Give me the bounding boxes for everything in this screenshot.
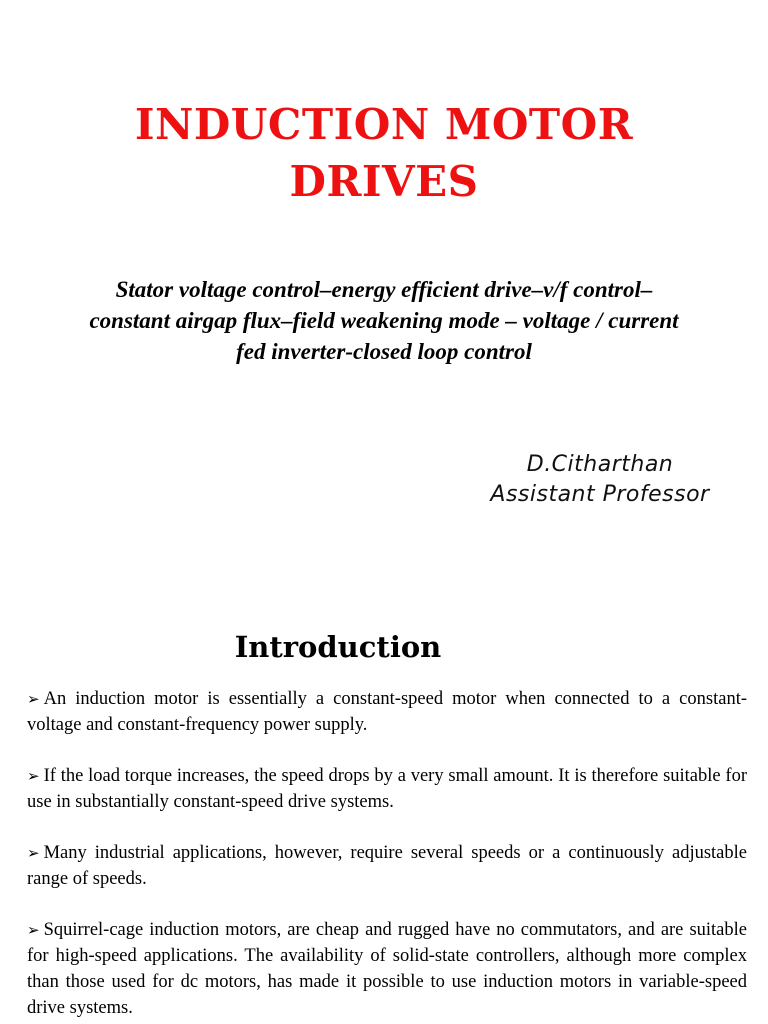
bullet-list xyxy=(27,686,747,1024)
introduction-slide xyxy=(0,585,768,1024)
bullet-text: An induction motor is essentially a constant-speed motor when connected to a constant-voltage and constant-frequency power supply. xyxy=(27,689,747,735)
list-item xyxy=(27,686,747,738)
bullet-text: Squirrel-cage induction motors, are cheap and rugged have no commutators, and are suitable for high-speed applications. The availability of solid-state controllers, although more complex than those used for dc motors, has made it possible to use induction motors in variable-speed drive systems. xyxy=(27,920,747,1018)
subtitle-line: constant airgap flux–field weakening mode – voltage / current xyxy=(89,308,679,333)
arrow-bullet-icon: ➢ xyxy=(27,767,40,785)
list-item xyxy=(27,840,747,892)
author-block xyxy=(440,450,760,510)
arrow-bullet-icon: ➢ xyxy=(27,921,40,939)
slide-title-line: INDUCTION MOTOR xyxy=(134,100,634,149)
bullet-text: If the load torque increases, the speed drops by a very small amount. It is therefore suitable for use in substantially constant-speed drive systems. xyxy=(27,766,747,812)
subtitle-line: Stator voltage control–energy efficient drive–v/f control– xyxy=(115,277,653,302)
slide-subtitle xyxy=(30,274,738,367)
author-role: Assistant Professor xyxy=(490,482,710,507)
author-name: D.Citharthan xyxy=(526,452,674,477)
slide-title-line: DRIVES xyxy=(289,157,479,206)
slide-title xyxy=(0,96,768,210)
section-heading: Introduction xyxy=(234,630,442,664)
list-item xyxy=(27,917,747,1021)
list-item xyxy=(27,763,747,815)
bullet-text: Many industrial applications, however, require several speeds or a continuously adjustable range of speeds. xyxy=(27,843,747,889)
arrow-bullet-icon: ➢ xyxy=(27,690,40,708)
subtitle-line: fed inverter-closed loop control xyxy=(236,339,532,364)
arrow-bullet-icon: ➢ xyxy=(27,844,40,862)
